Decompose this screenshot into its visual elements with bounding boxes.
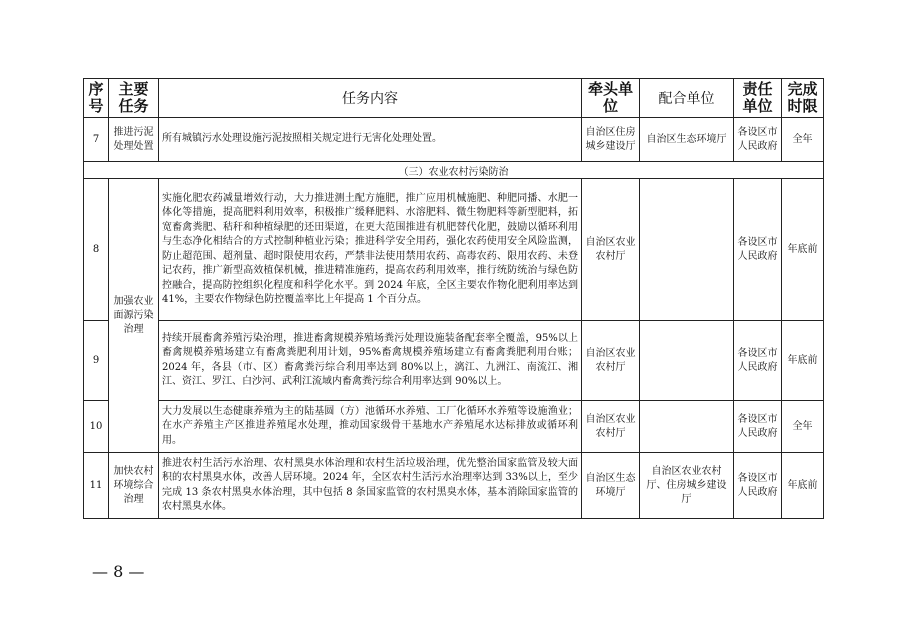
row-deadline: 全年: [782, 118, 824, 162]
header-row: [84, 79, 824, 118]
row-coop: [640, 401, 734, 453]
row-deadline: 年底前: [782, 321, 824, 401]
row-content: 实施化肥农药减量增效行动，大力推进测土配方施肥，推广应用机械施肥、种肥同播、水肥一体化等措施，提高肥料利用效率，积极推广缓释肥料、水溶肥料、微生物肥料等新型肥料，拓宽畜禽粪肥、秸秆和种植绿肥的还田渠道，在更大范围推进有机肥替代化肥，鼓励以循环利用与生态净化相结合的方式控制种植业污染；推进科学安全用药，强化农药使用安全风险监测，防止超范围、超剂量、超时限使用农药，严禁非法使用禁用农药、高毒农药、限用农药、未登记农药，推广新型高效植保机械，推进精准施药，提高农药利用效率，推行统防统治与绿色防控融合，提高防控组织化程度和科学化水平。到 2024 年底，全区主要农作物化肥利用率达到 41%，主要农作物绿色防控覆盖率比上年提高 1 个百分点。: [159, 179, 582, 321]
row-lead: 自治区农业农村厅: [582, 321, 640, 401]
row-content: 推进农村生活污水治理、农村黑臭水体治理和农村生活垃圾治理，优先整治国家监管及较大面积的农村黑臭水体，改善人居环境。2024 年，全区农村生活污水治理率达到 33%以上，至少完成 13 条农村黑臭水体治理，其中包括 8 条国家监管的农村黑臭水体，基本消除国家监管的农村黑臭水体。: [159, 453, 582, 519]
row-seq: 7: [84, 118, 109, 162]
table-row: [84, 179, 824, 321]
row-deadline: 全年: [782, 401, 824, 453]
row-seq: 11: [84, 453, 109, 519]
row-task: 加快农村环境综合治理: [109, 453, 159, 519]
header-task: 主要任务: [109, 79, 159, 118]
header-deadline: 完成时限: [782, 79, 824, 118]
row-deadline: 年底前: [782, 179, 824, 321]
row-deadline: 年底前: [782, 453, 824, 519]
row-seq: 9: [84, 321, 109, 401]
row-lead: 自治区生态环境厅: [582, 453, 640, 519]
header-coop: 配合单位: [640, 79, 734, 118]
row-lead: 自治区农业农村厅: [582, 401, 640, 453]
header-resp: 责任单位: [734, 79, 782, 118]
section-title: （三）农业农村污染防治: [84, 162, 824, 179]
section-row: [84, 162, 824, 179]
row-resp: 各设区市人民政府: [734, 179, 782, 321]
row-resp: 各设区市人民政府: [734, 401, 782, 453]
row-lead: 自治区住房城乡建设厅: [582, 118, 640, 162]
row-resp: 各设区市人民政府: [734, 321, 782, 401]
table-row: [84, 453, 824, 519]
row-coop: [640, 321, 734, 401]
header-seq: 序号: [84, 79, 109, 118]
row-content: 持续开展畜禽养殖污染治理，推进畜禽规模养殖场粪污处理设施装备配套率全覆盖，95%以上畜禽规模养殖场建立有畜禽粪肥利用计划，95%畜禽规模养殖场建立有畜禽粪肥利用台账；2024 年，各县（市、区）畜禽粪污综合利用率达到 80%以上，漓江、九洲江、南流江、湘江、资江、罗江、白沙河、武利江流域内畜禽粪污综合利用率达到 90%以上。: [159, 321, 582, 401]
task-table: [83, 78, 824, 519]
row-coop: [640, 179, 734, 321]
row-resp: 各设区市人民政府: [734, 453, 782, 519]
header-content: 任务内容: [159, 79, 582, 118]
row-resp: 各设区市人民政府: [734, 118, 782, 162]
row-lead: 自治区农业农村厅: [582, 179, 640, 321]
row-task: 加强农业面源污染治理: [109, 179, 159, 453]
row-coop: 自治区农业农村厅、住房城乡建设厅: [640, 453, 734, 519]
row-seq: 8: [84, 179, 109, 321]
row-content: 大力发展以生态健康养殖为主的陆基圆（方）池循环水养殖、工厂化循环水养殖等设施渔业；在水产养殖主产区推进养殖尾水处理，推动国家级骨干基地水产养殖尾水达标排放或循环利用。: [159, 401, 582, 453]
table-row: [84, 321, 824, 401]
row-coop: 自治区生态环境厅: [640, 118, 734, 162]
header-lead: 牵头单位: [582, 79, 640, 118]
row-content: 所有城镇污水处理设施污泥按照相关规定进行无害化处理处置。: [159, 118, 582, 162]
page-number: — 8 —: [92, 562, 145, 581]
table-row: [84, 118, 824, 162]
table-row: [84, 401, 824, 453]
row-task: 推进污泥处理处置: [109, 118, 159, 162]
row-seq: 10: [84, 401, 109, 453]
